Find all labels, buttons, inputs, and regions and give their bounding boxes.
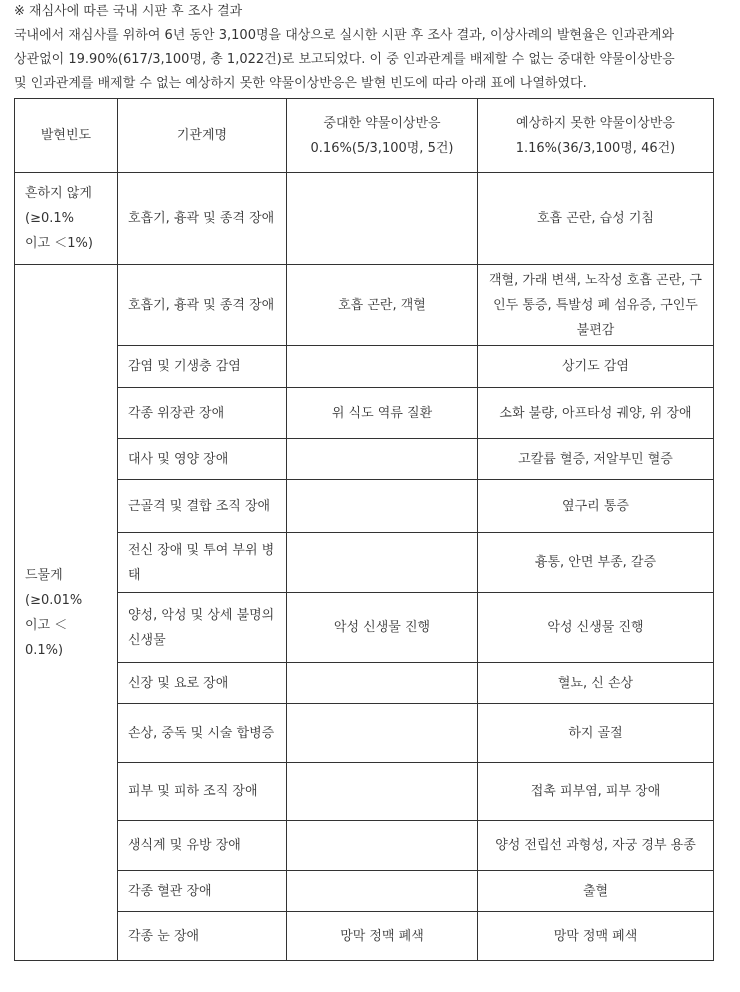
unexpected-reaction-cell: 객혈, 가래 변색, 노작성 호흡 곤란, 구인두 통증, 특발성 폐 섬유증, 구인두 불편감 [478,265,714,346]
table-header-row [15,99,714,173]
table-row [15,346,714,388]
table-row [15,821,714,871]
organ-class-cell: 전신 장애 및 투여 부위 병태 [118,533,287,593]
header-serious-title: 중대한 약물이상반응 [323,115,441,131]
serious-reaction-cell [287,439,478,480]
header-frequency: 발현빈도 [15,99,118,173]
serious-reaction-cell [287,704,478,763]
table-row [15,439,714,480]
table-row [15,173,714,265]
table-row [15,663,714,704]
frequency-line: 드물게 [25,567,63,583]
header-organ-class: 기관계명 [118,99,287,173]
serious-reaction-cell: 호흡 곤란, 객혈 [287,265,478,346]
organ-class-cell: 대사 및 영양 장애 [118,439,287,480]
organ-class-cell: 각종 위장관 장애 [118,388,287,439]
adverse-reaction-table [14,98,714,961]
intro-line: 상관없이 19.90%(617/3,100명, 총 1,022건)로 보고되었다. 이 중 인과관계를 배제할 수 없는 중대한 약물이상반응 [14,52,675,67]
serious-reaction-cell [287,173,478,265]
table-row [15,265,714,346]
table-row [15,388,714,439]
unexpected-reaction-cell: 혈뇨, 신 손상 [478,663,714,704]
intro-line: 및 인과관계를 배제할 수 없는 예상하지 못한 약물이상반응은 발현 빈도에 따라 아래 표에 나열하였다. [14,76,587,91]
intro-line: 국내에서 재심사를 위하여 6년 동안 3,100명을 대상으로 실시한 시판 후 조사 결과, 이상사례의 발현율은 인과관계와 [14,28,675,43]
header-unexpected-title: 예상하지 못한 약물이상반응 [516,115,675,131]
frequency-line: 이고 ＜1%) [25,236,93,251]
serious-reaction-cell: 악성 신생물 진행 [287,593,478,663]
header-unexpected [478,99,714,173]
organ-class-cell: 근골격 및 결합 조직 장애 [118,480,287,533]
organ-class-cell: 각종 혈관 장애 [118,871,287,912]
organ-class-cell: 호흡기, 흉곽 및 종격 장애 [118,265,287,346]
frequency-line: 이고 ＜ [25,617,68,633]
frequency-cell [15,265,118,961]
organ-class-cell: 생식계 및 유방 장애 [118,821,287,871]
organ-class-cell: 피부 및 피하 조직 장애 [118,763,287,821]
organ-class-cell: 호흡기, 흉곽 및 종격 장애 [118,173,287,265]
unexpected-reaction-cell: 망막 정맥 폐색 [478,912,714,961]
organ-class-cell: 손상, 중독 및 시술 합병증 [118,704,287,763]
unexpected-reaction-cell: 소화 불량, 아프타성 궤양, 위 장애 [478,388,714,439]
table-row [15,704,714,763]
unexpected-reaction-cell: 상기도 감염 [478,346,714,388]
organ-class-cell: 양성, 악성 및 상세 불명의 신생물 [118,593,287,663]
table-row [15,480,714,533]
frequency-line: 0.1%) [25,642,64,658]
frequency-cell [15,173,118,265]
intro-section [14,0,726,96]
serious-reaction-cell [287,821,478,871]
table-row [15,593,714,663]
unexpected-reaction-cell: 접촉 피부염, 피부 장애 [478,763,714,821]
table-row [15,763,714,821]
unexpected-reaction-cell: 고칼륨 혈증, 저알부민 혈증 [478,439,714,480]
table-row [15,871,714,912]
frequency-line: (≥0.01% [25,592,83,608]
frequency-line: 흔하지 않게 [25,186,92,201]
unexpected-reaction-cell: 흉통, 안면 부종, 갈증 [478,533,714,593]
unexpected-reaction-cell: 옆구리 통증 [478,480,714,533]
table-row [15,533,714,593]
serious-reaction-cell [287,871,478,912]
serious-reaction-cell [287,533,478,593]
header-serious-rate: 0.16%(5/3,100명, 5건) [310,140,454,156]
unexpected-reaction-cell: 출혈 [478,871,714,912]
intro-heading: ※ 재심사에 따른 국내 시판 후 조사 결과 [14,4,243,19]
header-unexpected-rate: 1.16%(36/3,100명, 46건) [515,140,676,156]
serious-reaction-cell: 위 식도 역류 질환 [287,388,478,439]
unexpected-reaction-cell: 악성 신생물 진행 [478,593,714,663]
serious-reaction-cell [287,480,478,533]
header-serious [287,99,478,173]
organ-class-cell: 감염 및 기생충 감염 [118,346,287,388]
serious-reaction-cell [287,763,478,821]
unexpected-reaction-cell: 호흡 곤란, 습성 기침 [478,173,714,265]
table-body [15,173,714,961]
serious-reaction-cell: 망막 정맥 폐색 [287,912,478,961]
frequency-line: (≥0.1% [25,211,74,226]
serious-reaction-cell [287,346,478,388]
serious-reaction-cell [287,663,478,704]
unexpected-reaction-cell: 하지 골절 [478,704,714,763]
organ-class-cell: 각종 눈 장애 [118,912,287,961]
table-row [15,912,714,961]
organ-class-cell: 신장 및 요로 장애 [118,663,287,704]
unexpected-reaction-cell: 양성 전립선 과형성, 자궁 경부 용종 [478,821,714,871]
